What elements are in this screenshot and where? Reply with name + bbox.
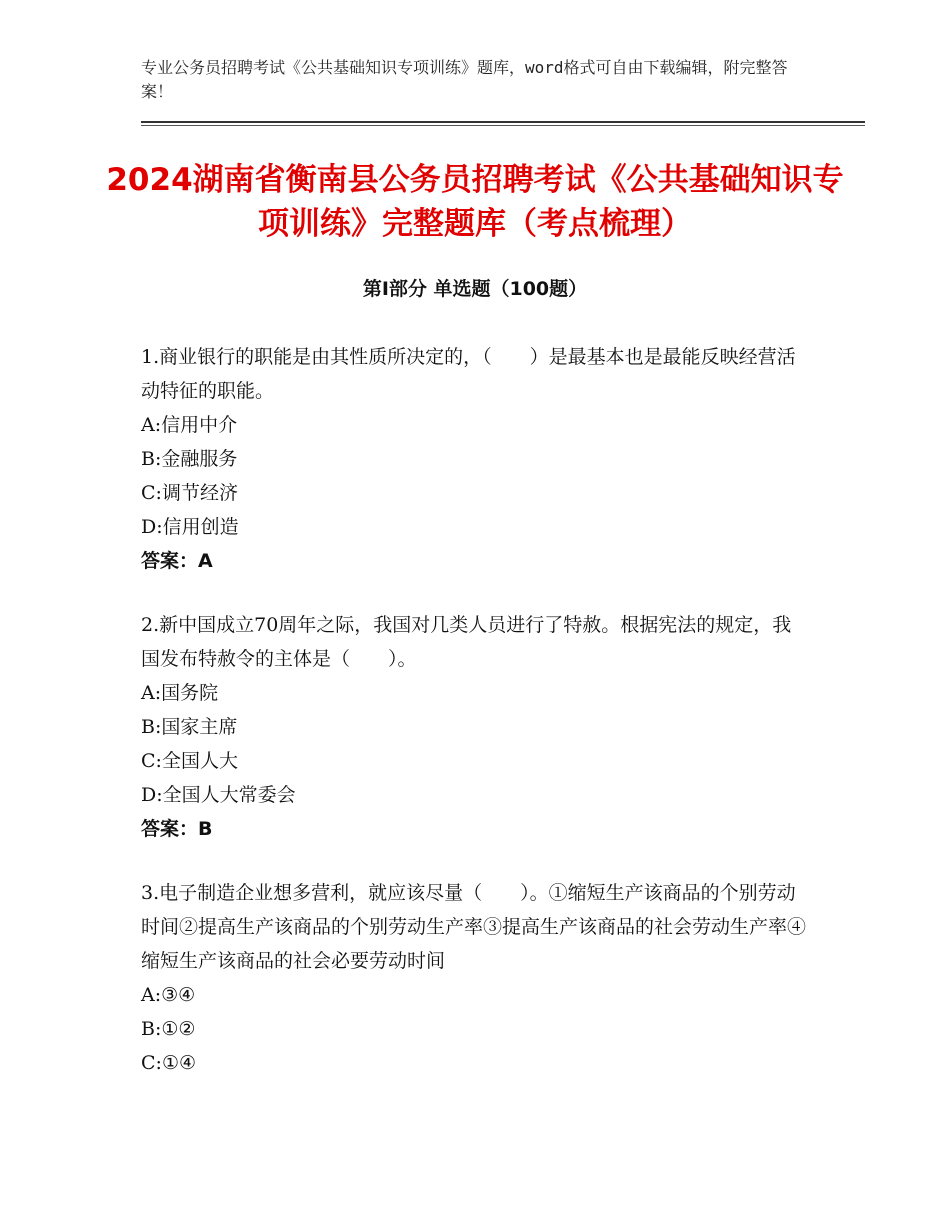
question-list: [141, 340, 806, 1110]
section-title: 第Ⅰ部分 单选题（100题）: [362, 278, 588, 300]
header-divider-thin: [141, 125, 865, 126]
question-2: [141, 608, 806, 846]
header-note: 专业公务员招聘考试《公共基础知识专项训练》题库，word格式可自由下载编辑，附完整答案！: [141, 58, 788, 101]
option-b: B:金融服务: [141, 448, 238, 470]
answer: 答案：B: [141, 818, 213, 840]
question-1: [141, 340, 806, 578]
question-text: 1.商业银行的职能是由其性质所决定的，（ ）是最基本也是最能反映经营活动特征的职能。: [141, 346, 796, 402]
header-divider-thick: [141, 121, 865, 123]
question-3: [141, 876, 806, 1080]
option-d: D:信用创造: [141, 516, 239, 538]
option-b: B:①②: [141, 1018, 196, 1040]
option-c: C:全国人大: [141, 750, 238, 772]
option-b: B:国家主席: [141, 716, 238, 738]
option-c: C:①④: [141, 1052, 197, 1074]
option-d: D:全国人大常委会: [141, 784, 296, 806]
question-text: 2.新中国成立70周年之际，我国对几类人员进行了特赦。根据宪法的规定，我国发布特赦令的主体是（ ）。: [141, 614, 792, 670]
option-c: C:调节经济: [141, 482, 238, 504]
option-a: A:信用中介: [141, 414, 238, 436]
document-title: 2024湖南省衡南县公务员招聘考试《公共基础知识专项训练》完整题库（考点梳理）: [106, 162, 844, 242]
option-a: A:③④: [141, 984, 196, 1006]
answer: 答案：A: [141, 550, 213, 572]
option-a: A:国务院: [141, 682, 219, 704]
question-text: 3.电子制造企业想多营利，就应该尽量（ ）。①缩短生产该商品的个别劳动时间②提高生产该商品的个别劳动生产率③提高生产该商品的社会劳动生产率④缩短生产该商品的社会必要劳动时间: [141, 882, 807, 972]
